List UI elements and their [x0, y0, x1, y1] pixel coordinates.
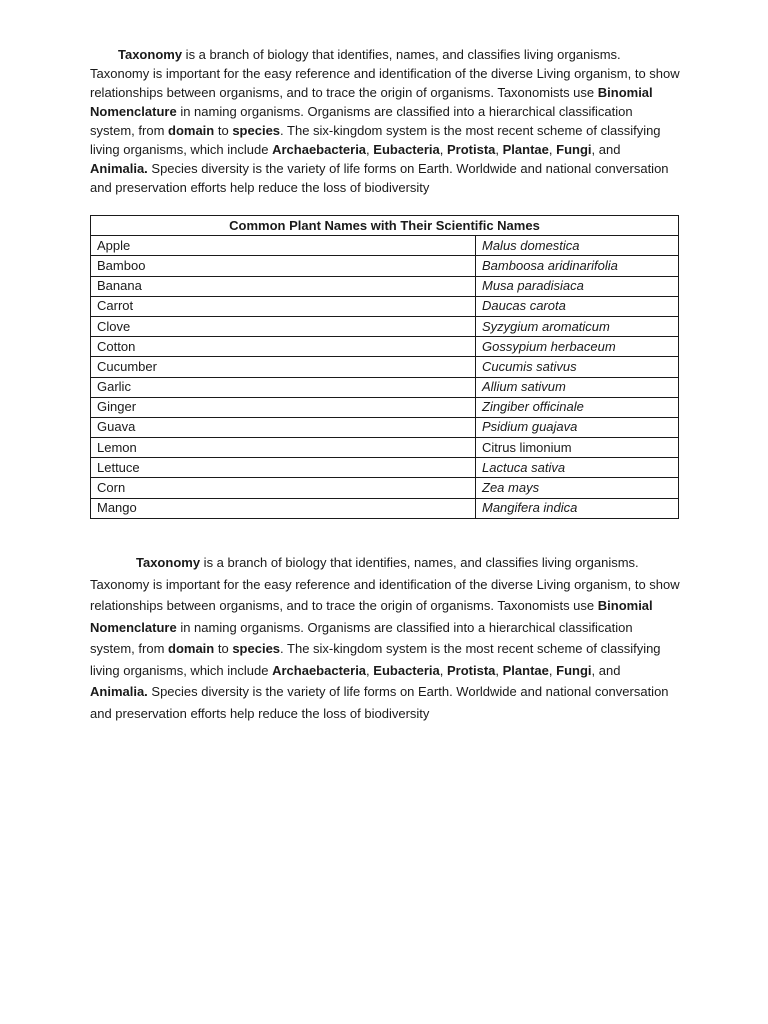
term-species: species — [232, 123, 281, 138]
paragraph-text: , — [548, 662, 557, 678]
scientific-name-cell: Syzygium aromaticum — [476, 316, 679, 336]
paragraph-text: , and — [591, 142, 621, 157]
table-row — [91, 276, 679, 296]
paragraph-text: , — [366, 142, 374, 157]
paragraph-text: , — [548, 142, 557, 157]
table-row — [91, 377, 679, 397]
table-row — [91, 478, 679, 498]
common-name-cell: Clove — [91, 316, 476, 336]
term-eubacteria: Eubacteria — [373, 142, 440, 157]
term-taxonomy: Taxonomy — [118, 47, 183, 62]
scientific-name-cell: Mangifera indica — [476, 498, 679, 518]
term-animalia: Animalia. — [90, 161, 148, 176]
paragraph-text: , — [366, 662, 374, 678]
paragraph-text: , and — [591, 662, 621, 678]
paragraph-text: . The six-kingdom system is the most recent scheme of classifying living organisms, which include — [90, 123, 661, 157]
term-domain: domain — [168, 641, 215, 656]
paragraph-text: to — [214, 123, 233, 138]
table-row — [91, 256, 679, 276]
scientific-name-cell: Malus domestica — [476, 236, 679, 256]
scientific-name-cell: Psidium guajava — [476, 417, 679, 437]
scientific-name-cell: Bamboosa aridinarifolia — [476, 256, 679, 276]
term-plantae: Plantae — [502, 142, 549, 157]
table-row — [91, 357, 679, 377]
common-name-cell: Corn — [91, 478, 476, 498]
term-domain: domain — [168, 123, 215, 138]
term-archaebacteria: Archaebacteria — [272, 142, 367, 157]
table-row — [91, 498, 679, 518]
term-fungi: Fungi — [556, 142, 592, 157]
common-name-cell: Mango — [91, 498, 476, 518]
taxonomy-paragraph-2 — [90, 552, 680, 724]
paragraph-text: to — [214, 641, 233, 656]
common-name-cell: Lettuce — [91, 458, 476, 478]
scientific-name-cell: Cucumis sativus — [476, 357, 679, 377]
term-fungi: Fungi — [556, 662, 592, 678]
scientific-name-cell: Daucas carota — [476, 296, 679, 316]
paragraph-text: , — [495, 662, 503, 678]
scientific-name-cell: Zingiber officinale — [476, 397, 679, 417]
common-name-cell: Cotton — [91, 337, 476, 357]
common-name-cell: Cucumber — [91, 357, 476, 377]
plant-names-table — [90, 215, 679, 519]
term-taxonomy: Taxonomy — [136, 555, 201, 570]
table-title-row — [91, 216, 679, 236]
paragraph-text: in naming organisms. Organisms are classified into a hierarchical classification system, from — [90, 104, 633, 138]
common-name-cell: Banana — [91, 276, 476, 296]
term-protista: Protista — [447, 662, 496, 678]
scientific-name-cell: Zea mays — [476, 478, 679, 498]
common-name-cell: Ginger — [91, 397, 476, 417]
scientific-name-cell: Lactuca sativa — [476, 458, 679, 478]
term-eubacteria: Eubacteria — [373, 662, 440, 678]
common-name-cell: Apple — [91, 236, 476, 256]
table-row — [91, 417, 679, 437]
paragraph-text: in naming organisms. Organisms are classified into a hierarchical classification system, from — [90, 619, 633, 656]
paragraph-text: is a branch of biology that identifies, names, and classifies living organisms. Taxonomy is important for the easy reference and identification of the diverse Living organism, to show relationships between organisms, and to trace the origin of organisms. Taxonomists use — [90, 555, 680, 613]
term-archaebacteria: Archaebacteria — [272, 662, 367, 678]
scientific-name-cell: Musa paradisiaca — [476, 276, 679, 296]
term-binomial-nomenclature: Binomial Nomenclature — [90, 598, 653, 635]
table-row — [91, 296, 679, 316]
taxonomy-paragraph-1 — [90, 45, 680, 197]
term-species: species — [232, 641, 281, 656]
paragraph-text: , — [439, 142, 447, 157]
term-binomial-nomenclature: Binomial Nomenclature — [90, 85, 653, 119]
common-name-cell: Garlic — [91, 377, 476, 397]
common-name-cell: Guava — [91, 417, 476, 437]
paragraph-text: , — [495, 142, 503, 157]
table-row — [91, 438, 679, 458]
term-protista: Protista — [447, 142, 496, 157]
paragraph-text: Species diversity is the variety of life forms on Earth. Worldwide and national conversation and preservation efforts help reduce the loss of biodiversity — [90, 684, 669, 721]
table-row — [91, 397, 679, 417]
term-animalia: Animalia. — [90, 684, 148, 699]
table-row — [91, 458, 679, 478]
scientific-name-cell: Allium sativum — [476, 377, 679, 397]
scientific-name-cell: Citrus limonium — [476, 438, 679, 458]
paragraph-text: , — [439, 662, 447, 678]
paragraph-text: . The six-kingdom system is the most recent scheme of classifying living organisms, which include — [90, 641, 661, 678]
table-row — [91, 337, 679, 357]
scientific-name-cell: Gossypium herbaceum — [476, 337, 679, 357]
common-name-cell: Carrot — [91, 296, 476, 316]
table-row — [91, 236, 679, 256]
paragraph-text: is a branch of biology that identifies, names, and classifies living organisms. Taxonomy is important for the easy reference and identification of the diverse Living organism, to show relationships between organisms, and to trace the origin of organisms. Taxonomists use — [90, 47, 680, 100]
table-row — [91, 316, 679, 336]
paragraph-text: Species diversity is the variety of life forms on Earth. Worldwide and national conversation and preservation efforts help reduce the loss of biodiversity — [90, 161, 669, 195]
common-name-cell: Bamboo — [91, 256, 476, 276]
term-plantae: Plantae — [502, 662, 549, 678]
common-name-cell: Lemon — [91, 438, 476, 458]
table-title: Common Plant Names with Their Scientific Names — [91, 216, 679, 236]
